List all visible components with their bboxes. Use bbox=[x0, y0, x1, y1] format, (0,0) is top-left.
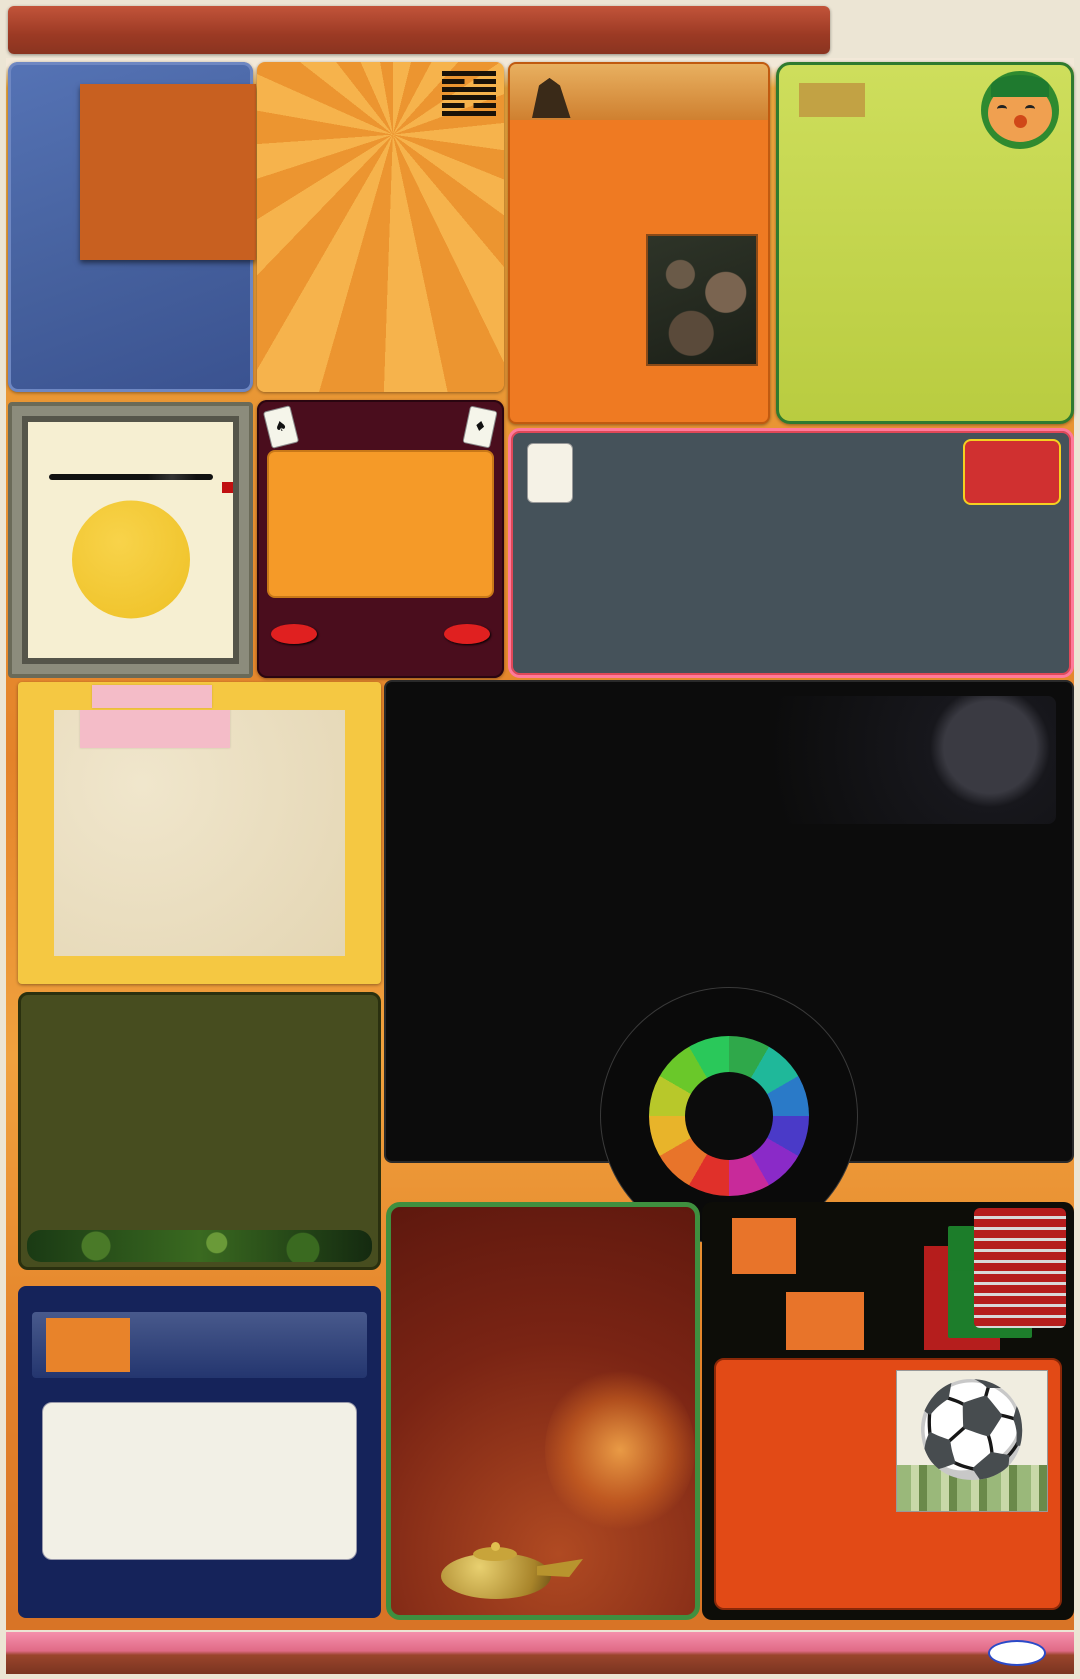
health-article bbox=[54, 710, 345, 956]
playing-card-icon: ♠ bbox=[263, 405, 299, 449]
grid-bottom-row bbox=[18, 956, 381, 984]
editor-world-panel bbox=[508, 62, 770, 424]
brush-stroke-divider bbox=[49, 474, 213, 480]
landscape-photo-strip bbox=[27, 1230, 372, 1262]
censor-patch bbox=[786, 1292, 864, 1350]
glow-effect bbox=[545, 1365, 695, 1535]
previous-riddle-box bbox=[963, 439, 1061, 505]
framed-scroll bbox=[22, 416, 239, 664]
tree-body-box bbox=[714, 1358, 1062, 1610]
mystery-code-picture-panel bbox=[8, 62, 253, 392]
player-tag bbox=[444, 624, 490, 644]
editor-header bbox=[510, 64, 768, 120]
computer-body-box bbox=[42, 1402, 357, 1560]
grid-left-column bbox=[18, 710, 54, 956]
computer-decode-panel bbox=[18, 1286, 381, 1618]
banker-tag bbox=[271, 624, 317, 644]
charity-title bbox=[795, 75, 869, 121]
magic-lamp-panel bbox=[386, 1202, 700, 1620]
censor-patch bbox=[799, 83, 865, 117]
hexagram-icon bbox=[442, 68, 496, 119]
computer-decode-title bbox=[32, 1312, 367, 1378]
constellation-zodiac-panel bbox=[384, 680, 1074, 1163]
masthead-banner bbox=[8, 6, 830, 54]
censor-patch bbox=[46, 1318, 130, 1372]
censor-patch bbox=[732, 1218, 796, 1274]
dragon-body-box bbox=[267, 450, 494, 598]
mahjong-tile-badge bbox=[527, 443, 573, 503]
silhouette-figure-icon bbox=[518, 68, 588, 118]
grid-right-column bbox=[345, 710, 381, 956]
teapot-photo bbox=[646, 234, 758, 366]
censor-patch bbox=[80, 710, 230, 748]
thirty-six-stratagems-panel bbox=[18, 992, 381, 1270]
football-money-photo bbox=[896, 1370, 1048, 1512]
mahjong-king-panel bbox=[508, 428, 1074, 678]
iron-divination-panel bbox=[257, 62, 504, 392]
football-icon: ⚽ bbox=[914, 1375, 1030, 1483]
poker-chips-photo bbox=[974, 1208, 1066, 1328]
genie-lamp-icon bbox=[421, 1531, 591, 1605]
page-footer bbox=[6, 1632, 1074, 1674]
censor-patch bbox=[92, 685, 212, 708]
health-article-body bbox=[64, 756, 335, 758]
scrambled-photo-grid bbox=[80, 84, 256, 260]
charity-venture-panel bbox=[776, 62, 1074, 424]
dragon-tail-panel bbox=[257, 400, 504, 678]
cartoon-face-icon bbox=[981, 71, 1059, 149]
health-article-number-grid-panel bbox=[18, 682, 381, 984]
playing-card-icon: ♦ bbox=[462, 406, 497, 449]
football-money-tree-panel bbox=[702, 1202, 1074, 1620]
constellation-intro bbox=[756, 696, 1056, 824]
character-circle bbox=[72, 500, 190, 618]
red-seal-icon bbox=[222, 482, 233, 493]
one-character-prediction-panel bbox=[8, 402, 253, 678]
edition-badge bbox=[988, 1640, 1046, 1666]
